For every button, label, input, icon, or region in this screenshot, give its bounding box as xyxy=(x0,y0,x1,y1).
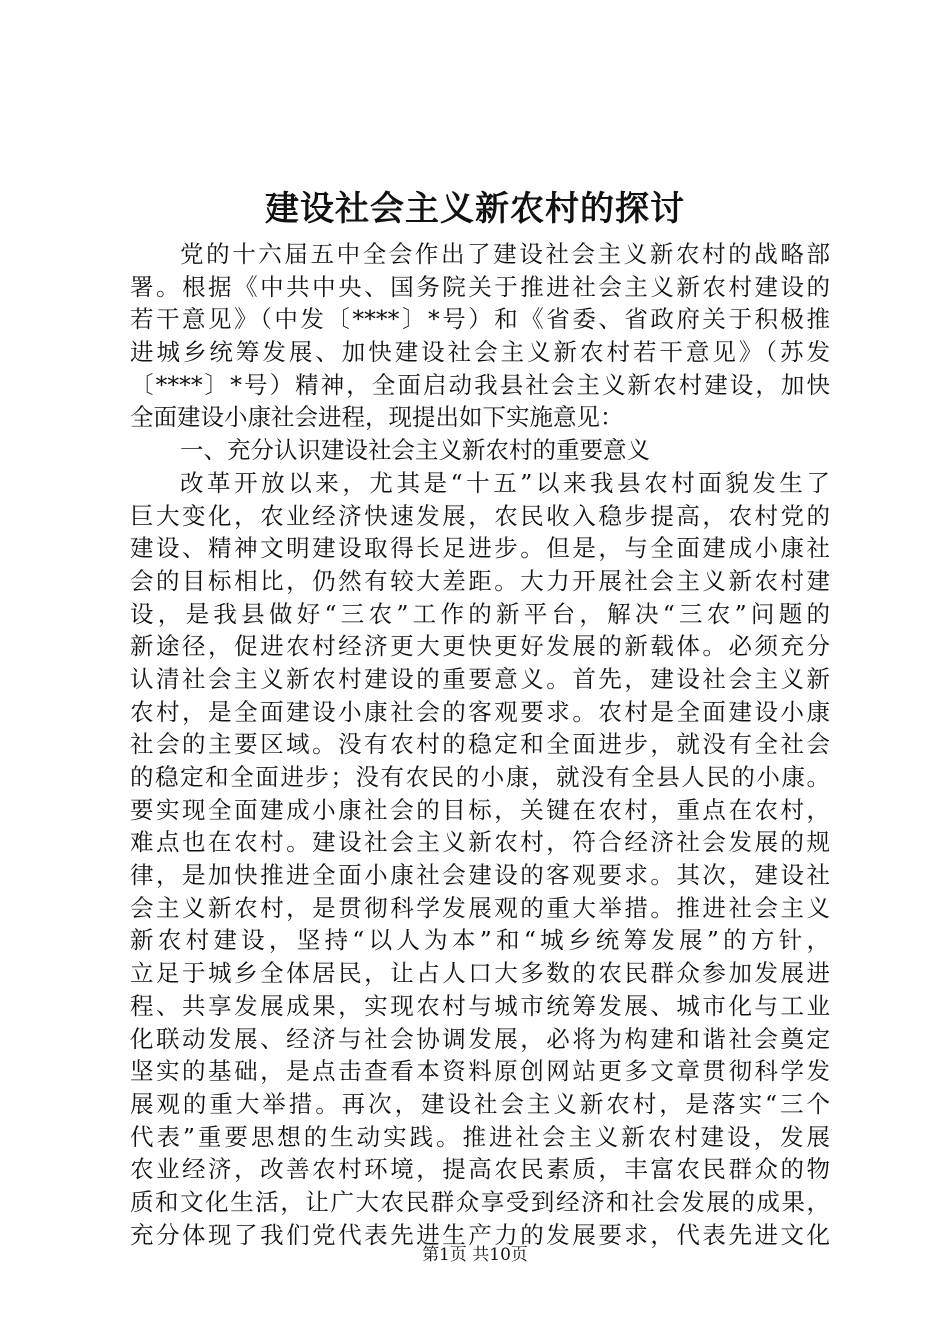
body-line: 代表”重要思想的生动实践。推进社会主义新农村建设，发展 xyxy=(130,1122,830,1151)
body-line: 〔****〕*号）精神，全面启动我县社会主义新农村建设，加快 xyxy=(130,370,830,399)
document-title: 建设社会主义新农村的探讨 xyxy=(265,189,685,229)
body-line: 建设、精神文明建设取得长足进步。但是，与全面建成小康社 xyxy=(130,534,830,563)
body-line: 署。根据《中共中央、国务院关于推进社会主义新农村建设的 xyxy=(130,272,830,301)
body-line: 进城乡统筹发展、加快建设社会主义新农村若干意见》（苏发 xyxy=(130,338,830,367)
body-line: 会主义新农村，是贯彻科学发展观的重大举措。推进社会主义 xyxy=(130,893,830,922)
body-line: 律，是加快推进全面小康社会建设的客观要求。其次，建设社 xyxy=(130,861,830,890)
body-line: 农村，是全面建设小康社会的客观要求。农村是全面建设小康 xyxy=(130,697,830,726)
body-line: 认清社会主义新农村建设的重要意义。首先，建设社会主义新 xyxy=(130,664,830,693)
document-body xyxy=(130,238,830,1251)
body-line: 农业经济，改善农村环境，提高农民素质，丰富农民群众的物 xyxy=(130,1155,830,1184)
body-line: 新途径，促进农村经济更大更快更好发展的新载体。必须充分 xyxy=(130,632,830,661)
body-line: 社会的主要区域。没有农村的稳定和全面进步，就没有全社会 xyxy=(130,730,830,759)
body-line: 的稳定和全面进步；没有农民的小康，就没有全县人民的小康。 xyxy=(130,763,830,791)
section-heading: 一、充分认识建设社会主义新农村的重要意义 xyxy=(180,436,650,465)
page-number: 第1页 共10页 xyxy=(422,1245,528,1265)
body-line: 展观的重大举措。再次，建设社会主义新农村，是落实“三个 xyxy=(130,1089,830,1118)
body-line: 党的十六届五中全会作出了建设社会主义新农村的战略部 xyxy=(180,240,830,268)
body-line: 坚实的基础，是点击查看本资料原创网站更多文章贯彻科学发 xyxy=(130,1057,830,1086)
body-line: 会的目标相比，仍然有较大差距。大力开展社会主义新农村建 xyxy=(130,566,830,595)
body-line: 改革开放以来，尤其是“十五”以来我县农村面貌发生了 xyxy=(180,468,830,497)
body-line: 新农村建设，坚持“以人为本”和“城乡统筹发展”的方针， xyxy=(130,926,830,955)
body-line: 质和文化生活，让广大农民群众享受到经济和社会发展的成果， xyxy=(130,1187,830,1216)
body-line: 全面建设小康社会进程，现提出如下实施意见： xyxy=(130,403,624,432)
body-line: 要实现全面建成小康社会的目标，关键在农村，重点在农村， xyxy=(130,795,830,824)
body-line: 设，是我县做好“三农”工作的新平台，解决“三农”问题的 xyxy=(130,599,830,628)
body-line: 巨大变化，农业经济快速发展，农民收入稳步提高，农村党的 xyxy=(130,501,830,530)
body-line: 化联动发展、经济与社会协调发展，必将为构建和谐社会奠定 xyxy=(130,1024,830,1053)
body-line: 若干意见》（中发〔****〕*号）和《省委、省政府关于积极推 xyxy=(130,305,830,334)
body-line: 立足于城乡全体居民，让占人口大多数的农民群众参加发展进 xyxy=(130,959,830,988)
body-line: 程、共享发展成果，实现农村与城市统筹发展、城市化与工业 xyxy=(130,991,830,1020)
body-line: 充分体现了我们党代表先进生产力的发展要求，代表先进文化 xyxy=(130,1220,830,1249)
body-line: 难点也在农村。建设社会主义新农村，符合经济社会发展的规 xyxy=(130,828,830,857)
